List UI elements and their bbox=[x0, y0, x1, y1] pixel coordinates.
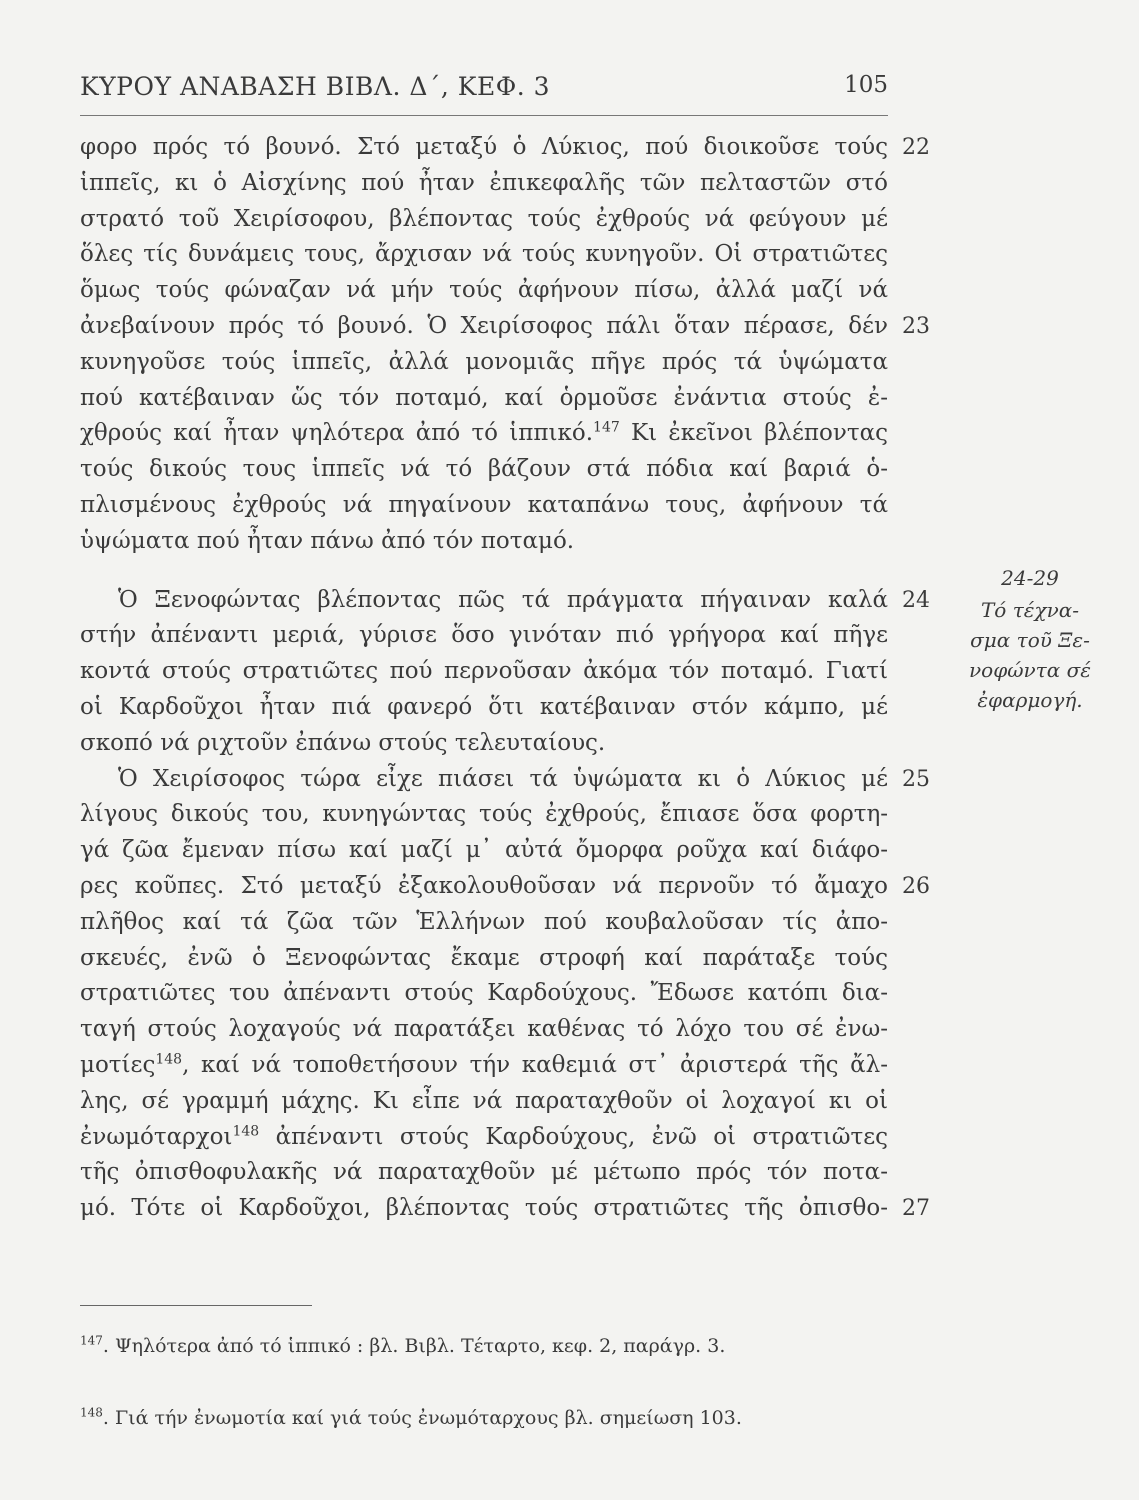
text-segment: κοντά στούς στρατιῶτες πού περνοῦσαν ἀκόμα τόν ποταμό. Γιατί bbox=[80, 658, 888, 685]
text-segment: ἀπέναντι στούς Καρδούχους, ἐνῶ οἱ στρατιῶτες bbox=[259, 1123, 888, 1150]
text-segment: μό. Τότε οἱ Καρδοῦχοι, βλέποντας τούς στρατιῶτες τῆς ὀπισθο- bbox=[80, 1195, 888, 1222]
text-line bbox=[80, 1012, 888, 1048]
text-line bbox=[80, 1120, 888, 1156]
text-segment: Ὁ Χειρίσοφος τώρα εἶχε πιάσει τά ὑψώματα κι ὁ Λύκιος μέ bbox=[118, 765, 888, 792]
text-segment: σκοπό νά ριχτοῦν ἐπάνω στούς τελευταίους. bbox=[80, 729, 606, 756]
paragraph-number: 22 bbox=[902, 135, 930, 160]
text-line-content bbox=[80, 273, 888, 309]
text-line bbox=[80, 1155, 888, 1191]
text-segment: φορο πρός τό βουνό. Στό μεταξύ ὁ Λύκιος, πού διοικοῦσε τούς bbox=[80, 134, 888, 160]
text-line bbox=[80, 941, 888, 977]
text-segment: τῆς ὀπισθοφυλακῆς νά παραταχθοῦν μέ μέτωπο πρός τόν ποτα- bbox=[80, 1159, 888, 1186]
text-line-content bbox=[80, 1012, 888, 1048]
footnote-text: . Γιά τήν ἐνωμοτία καί γιά τούς ἐνωμόταρχους βλ. σημείωση 103. bbox=[102, 1407, 742, 1429]
text-line bbox=[80, 1048, 888, 1084]
text-line-content bbox=[80, 1191, 888, 1227]
text-line-content bbox=[80, 202, 888, 238]
text-line-content bbox=[80, 524, 888, 560]
text-line bbox=[80, 833, 888, 869]
text-segment: χθρούς καί ἦταν ψηλότερα ἀπό τό ἱππικό. bbox=[80, 420, 594, 447]
body-text bbox=[80, 130, 930, 1227]
text-line bbox=[80, 654, 888, 690]
text-line bbox=[80, 583, 930, 619]
text-line-content bbox=[80, 1048, 888, 1084]
text-segment: , καί νά τοποθετήσουν τήν καθεμιά στ᾿ ἀριστερά τῆς ἄλ- bbox=[182, 1051, 888, 1078]
paragraph-number: 26 bbox=[902, 873, 930, 899]
text-segment: μοτίες bbox=[80, 1051, 156, 1078]
text-line-content bbox=[80, 488, 888, 524]
footnote-number: 148 bbox=[80, 1405, 103, 1420]
text-line bbox=[80, 273, 888, 309]
footnote-147 bbox=[80, 1335, 725, 1357]
text-line-content bbox=[80, 905, 888, 941]
text-line bbox=[80, 488, 888, 524]
text-line-content bbox=[80, 237, 888, 273]
text-line bbox=[80, 905, 888, 941]
marginal-note-ref: 24-29 bbox=[1001, 566, 1059, 590]
text-line bbox=[80, 618, 888, 654]
footnote-rule bbox=[80, 1305, 312, 1306]
paragraph-number: 23 bbox=[902, 313, 930, 339]
text-segment: στήν ἀπέναντι μεριά, γύρισε ὅσο γινόταν πιό γρήγορα καί πῆγε bbox=[80, 622, 888, 649]
footnote-148 bbox=[80, 1407, 742, 1429]
marginal-note-line: νοφώντα σέ bbox=[969, 658, 1091, 682]
text-segment: λης, σέ γραμμή μάχης. Κι εἶπε νά παραταχθοῦν οἱ λοχαγοί κι οἱ bbox=[80, 1087, 888, 1114]
text-line-content bbox=[80, 833, 888, 869]
text-line-content bbox=[80, 130, 888, 166]
text-segment: πού κατέβαιναν ὥς τόν ποταμό, καί ὁρμοῦσε ἐνάντια στούς ἐ- bbox=[80, 384, 888, 411]
header-rule bbox=[80, 115, 888, 116]
text-segment: ταγή στούς λοχαγούς νά παρατάξει καθένας τό λόχο του σέ ἐνω- bbox=[80, 1016, 888, 1043]
footnote-number: 147 bbox=[80, 1333, 103, 1348]
text-segment: πλισμένους ἐχθρούς νά πηγαίνουν καταπάνω τους, ἀφήνουν τά bbox=[80, 491, 888, 518]
footnote-marker: 147 bbox=[593, 419, 620, 436]
text-line-content bbox=[80, 166, 888, 202]
text-line-content bbox=[80, 976, 888, 1012]
text-segment: γά ζῶα ἔμεναν πίσω καί μαζί μ᾿ αὐτά ὄμορφα ροῦχα καί διάφο- bbox=[80, 837, 888, 864]
text-line-content bbox=[80, 869, 888, 905]
paragraph-number: 25 bbox=[902, 766, 930, 792]
text-line bbox=[80, 869, 930, 905]
text-line-content bbox=[80, 941, 888, 977]
running-header bbox=[80, 72, 888, 102]
text-segment: Ὁ Ξενοφώντας βλέποντας πῶς τά πράγματα πήγαιναν καλά bbox=[118, 586, 888, 613]
text-line-content bbox=[80, 1084, 888, 1120]
text-line bbox=[80, 524, 888, 560]
text-line-content bbox=[80, 1120, 888, 1156]
text-line bbox=[80, 976, 888, 1012]
text-line bbox=[80, 690, 888, 726]
text-line-content bbox=[80, 345, 888, 381]
text-line-content bbox=[80, 726, 888, 762]
text-line bbox=[80, 1191, 930, 1227]
text-segment: ὅμως τούς φώναζαν νά μήν τούς ἀφήνουν πίσω, ἀλλά μαζί νά bbox=[80, 277, 888, 304]
text-line bbox=[80, 309, 930, 345]
text-line-content bbox=[80, 654, 888, 690]
text-line bbox=[80, 166, 888, 202]
text-segment: ἐνωμόταρχοι bbox=[80, 1123, 233, 1150]
text-line bbox=[80, 1084, 888, 1120]
text-segment: Κι ἐκεῖνοι βλέποντας bbox=[619, 420, 888, 447]
text-line bbox=[80, 237, 888, 273]
text-segment: στρατό τοῦ Χειρίσοφου, βλέποντας τούς ἐχθρούς νά φεύγουν μέ bbox=[80, 205, 888, 232]
marginal-note-line: Τό τέχνα- bbox=[980, 598, 1080, 622]
text-segment: λίγους δικούς του, κυνηγώντας τούς ἐχθρούς, ἔπιασε ὅσα φορτη- bbox=[80, 801, 888, 828]
text-line-content bbox=[80, 309, 888, 345]
text-line-content bbox=[80, 618, 888, 654]
marginal-note-line: σμα τοῦ Ξε- bbox=[970, 628, 1090, 652]
text-line bbox=[80, 381, 888, 417]
text-line-content bbox=[80, 1155, 888, 1191]
text-line-content bbox=[80, 762, 888, 798]
text-line-content bbox=[80, 797, 888, 833]
marginal-note bbox=[960, 563, 1100, 715]
running-title: ΚΥΡΟΥ ΑΝΑΒΑΣΗ ΒΙΒΛ. Δ΄, ΚΕΦ. 3 bbox=[80, 72, 551, 101]
text-segment: ἱππεῖς, κι ὁ Αἰσχίνης πού ἦταν ἐπικεφαλῆς τῶν πελταστῶν στό bbox=[80, 169, 888, 196]
footnote-marker: 148 bbox=[232, 1122, 260, 1139]
text-segment: κυνηγοῦσε τούς ἱππεῖς, ἀλλά μονομιᾶς πῆγε πρός τά ὑψώματα bbox=[80, 348, 888, 375]
text-segment: ὅλες τίς δυνάμεις τους, ἄρχισαν νά τούς κυνηγοῦν. Οἱ στρατιῶτες bbox=[80, 241, 888, 268]
text-segment: τούς δικούς τους ἱππεῖς νά τό βάζουν στά πόδια καί βαριά ὁ- bbox=[80, 456, 888, 483]
text-line-content bbox=[80, 583, 888, 619]
footnote-text: . Ψηλότερα ἀπό τό ἱππικό : βλ. Βιβλ. Τέταρτο, κεφ. 2, παράγρ. 3. bbox=[102, 1335, 726, 1357]
text-segment: ἀνεβαίνουν πρός τό βουνό. Ὁ Χειρίσοφος πάλι ὅταν πέρασε, δέν bbox=[80, 312, 888, 339]
paragraph-number: 27 bbox=[902, 1196, 930, 1222]
text-line-content bbox=[80, 690, 888, 726]
text-line bbox=[80, 416, 888, 452]
marginal-note-line: ἐφαρμογή. bbox=[977, 688, 1083, 712]
text-line bbox=[80, 452, 888, 488]
text-line-content bbox=[80, 452, 888, 488]
footnote-marker: 148 bbox=[155, 1051, 183, 1068]
text-line-content bbox=[80, 416, 888, 452]
text-segment: ρες κοῦπες. Στό μεταξύ ἐξακολουθοῦσαν νά περνοῦν τό ἄμαχο bbox=[80, 872, 888, 899]
text-line bbox=[80, 726, 888, 762]
text-segment: σκευές, ἐνῶ ὁ Ξενοφώντας ἔκαμε στροφή καί παράταξε τούς bbox=[80, 944, 888, 971]
text-line bbox=[80, 762, 930, 798]
text-line bbox=[80, 130, 930, 166]
text-segment: ὑψώματα πού ἦταν πάνω ἀπό τόν ποταμό. bbox=[80, 527, 575, 554]
text-segment: στρατιῶτες του ἀπέναντι στούς Καρδούχους. Ἔδωσε κατόπι δια- bbox=[80, 980, 888, 1007]
paragraph-number: 24 bbox=[902, 587, 930, 613]
text-line bbox=[80, 202, 888, 238]
text-segment: οἱ Καρδοῦχοι ἦταν πιά φανερό ὅτι κατέβαιναν στόν κάμπο, μέ bbox=[80, 693, 888, 720]
text-line bbox=[80, 797, 888, 833]
text-line-content bbox=[80, 381, 888, 417]
text-line bbox=[80, 345, 888, 381]
page-number: 105 bbox=[844, 72, 888, 98]
text-segment: πλῆθος καί τά ζῶα τῶν Ἑλλήνων πού κουβαλοῦσαν τίς ἀπο- bbox=[80, 908, 888, 935]
